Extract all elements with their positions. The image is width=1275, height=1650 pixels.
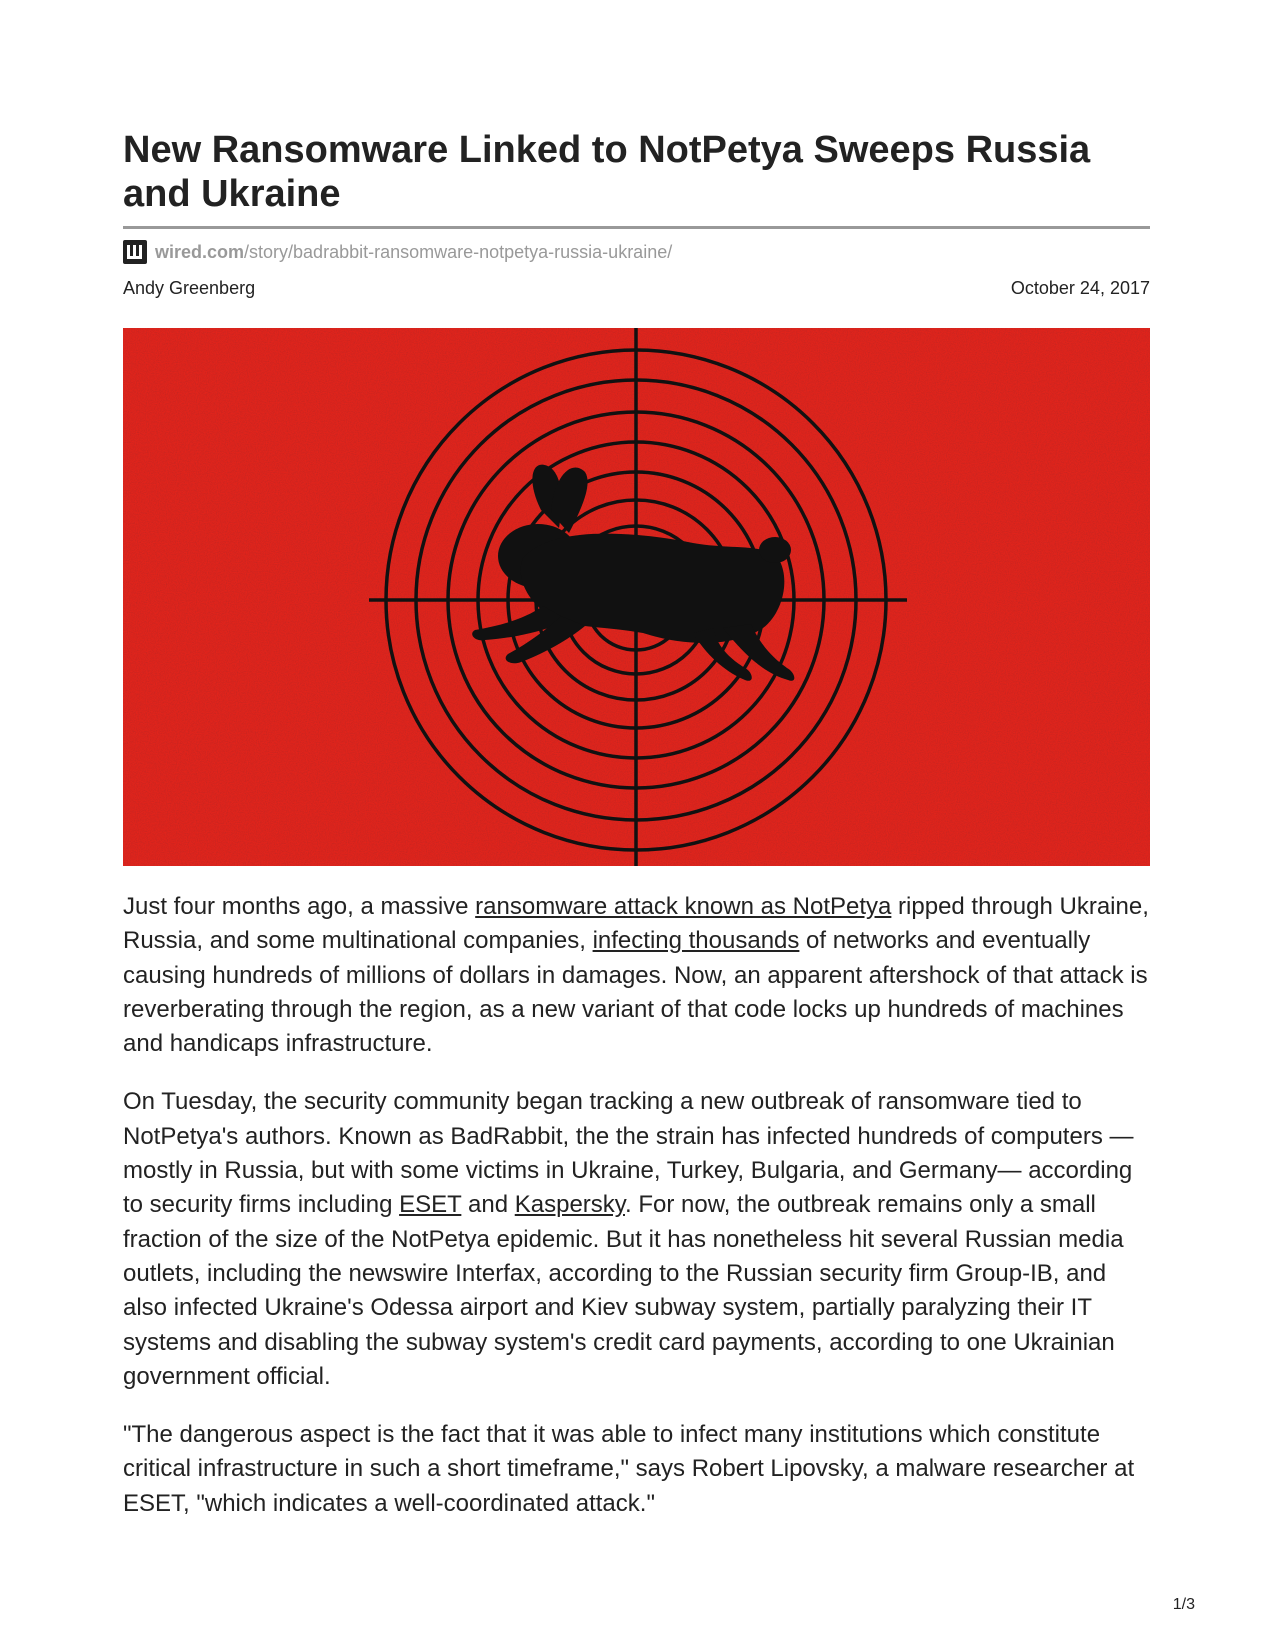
- title-divider: [123, 226, 1150, 229]
- paragraph-text: Just four months ago, a massive: [123, 893, 476, 920]
- hero-image: [123, 328, 1150, 866]
- link-eset[interactable]: ESET: [399, 1191, 462, 1219]
- source-line: [123, 239, 672, 265]
- paragraph-3: "The dangerous aspect is the fact that it was able to infect many institutions which constitute critical infrastructure in such a short timeframe," says Robert Lipovsky, a malware researcher at ESET, "which indicates a well-coordinated attack.": [123, 1421, 1135, 1517]
- wired-favicon-icon: [123, 240, 147, 264]
- page-number: 1/3: [1172, 1596, 1195, 1613]
- article-meta: [123, 278, 1150, 299]
- paragraph-text: . For now, the outbreak remains only a small fraction of the size of the NotPetya epidemic. But it has nonetheless hit several Russian media outlets, including the newswire Interfax, according to the Russian security firm Group-IB, and also infected Ukraine's Odessa airport and Kiev subway system, partially paralyzing their IT systems and disabling the subway system's credit card payments, according to one Ukrainian government official.: [123, 1191, 1124, 1390]
- author-name: Andy Greenberg: [123, 278, 256, 298]
- source-domain[interactable]: wired.com: [155, 241, 245, 262]
- publish-date: October 24, 2017: [1010, 278, 1150, 298]
- link-notpetya-attack[interactable]: ransomware attack known as NotPetya: [475, 893, 892, 920]
- paragraph-2: [123, 1085, 1150, 1394]
- link-infecting-thousands[interactable]: infecting thousands: [592, 927, 800, 955]
- paragraph-text: ripped through Ukraine, Russia, and some multinational companies,: [123, 893, 1149, 955]
- article-title: New Ransomware Linked to NotPetya Sweeps Russia and Ukraine: [123, 129, 1091, 215]
- link-kaspersky[interactable]: Kaspersky: [514, 1191, 625, 1219]
- paragraph-text: of networks and eventually causing hundreds of millions of dollars in damages. Now, an apparent aftershock of that attack is reverberating through the region, as a new variant of that code locks up hundreds of machines and handicaps infrastructure.: [123, 927, 1148, 1058]
- paragraph-text: and: [461, 1191, 515, 1219]
- paragraph-text: On Tuesday, the security community began tracking a new outbreak of ransomware tied to NotPetya's authors. Known as BadRabbit, the the strain has infected hundreds of computers —mostly in Russia, but with some victims in Ukraine, Turkey, Bulgaria, and Germany— according to security firms including: [123, 1088, 1134, 1219]
- rabbit-in-target-icon: [123, 328, 1150, 866]
- article-body: [123, 890, 1150, 1545]
- source-path[interactable]: /story/badrabbit-ransomware-notpetya-russia-ukraine/: [244, 241, 673, 262]
- paragraph-1: [123, 890, 1150, 1061]
